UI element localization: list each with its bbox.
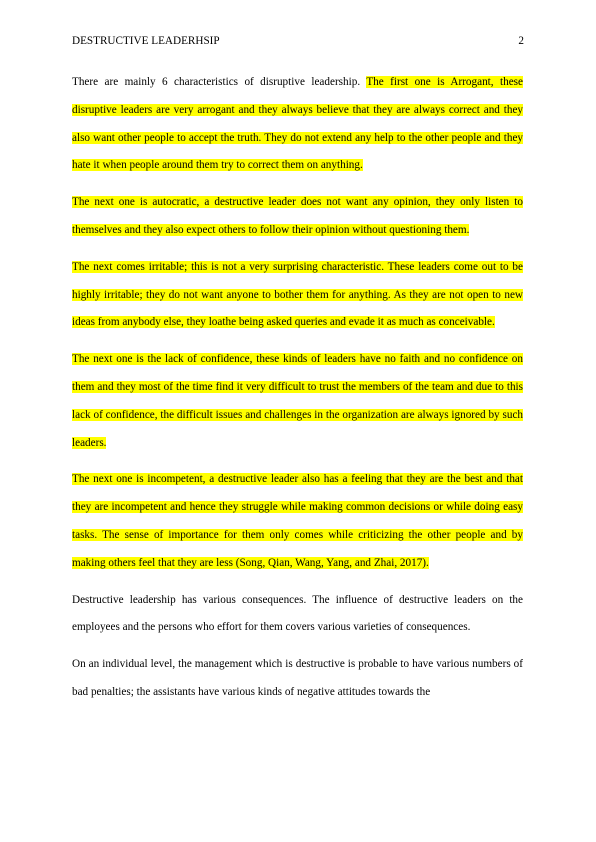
paragraph-6-plain: Destructive leadership has various consequences. The influence of destructive leaders on the employees and the persons who effort for them covers various varieties of consequences. — [72, 593, 523, 634]
page-number: 2 — [518, 35, 524, 47]
paragraph-1-highlight: The first one is Arrogant, these disruptive leaders are very arrogant and they always believe that they are always correct and they also want other people to accept the truth. They do not extend any help to the other people and they hate it when people around them try to correct them on anything. — [72, 76, 523, 172]
paragraph-2-highlight: The next one is autocratic, a destructive leader does not want any opinion, they only listen to themselves and they also expect others to follow their opinion without questioning them. — [72, 196, 523, 236]
paragraph-4-highlight: The next one is the lack of confidence, these kinds of leaders have no faith and no confidence on them and they most of the time find it very difficult to trust the members of the team and due to this lack of confidence, the difficult issues and challenges in the organization are always ignored by such leaders. — [72, 353, 523, 449]
page-header — [72, 35, 524, 47]
paragraph-3 — [72, 254, 523, 337]
paragraph-1 — [72, 69, 523, 180]
paragraph-7-plain: On an individual level, the management which is destructive is probable to have various numbers of bad penalties; the assistants have various kinds of negative attitudes towards the — [72, 658, 523, 698]
paragraph-2 — [72, 189, 523, 245]
running-title: DESTRUCTIVE LEADERHSIP — [72, 35, 220, 47]
paragraph-5-highlight: The next one is incompetent, a destructive leader also has a feeling that they are the best and that they are incompetent and hence they struggle while making common decisions or while doing easy tasks. The sense of importance for them only comes while criticizing the other people and by making others feel that they are less (Song, Qian, Wang, Yang, and Zhai, 2017). — [72, 473, 523, 569]
paragraph-4 — [72, 346, 523, 457]
body-text — [72, 69, 523, 716]
paragraph-7 — [72, 651, 523, 707]
paragraph-1-plain: There are mainly 6 characteristics of disruptive leadership. — [72, 76, 367, 88]
paragraph-6 — [72, 587, 523, 643]
paragraph-5 — [72, 466, 523, 577]
paragraph-3-highlight: The next comes irritable; this is not a very surprising characteristic. These leaders come out to be highly irritable; they do not want anyone to bother them for anything. As they are not open to new ideas from anybody else, they loathe being asked queries and evade it as much as conceivable. — [72, 260, 523, 329]
